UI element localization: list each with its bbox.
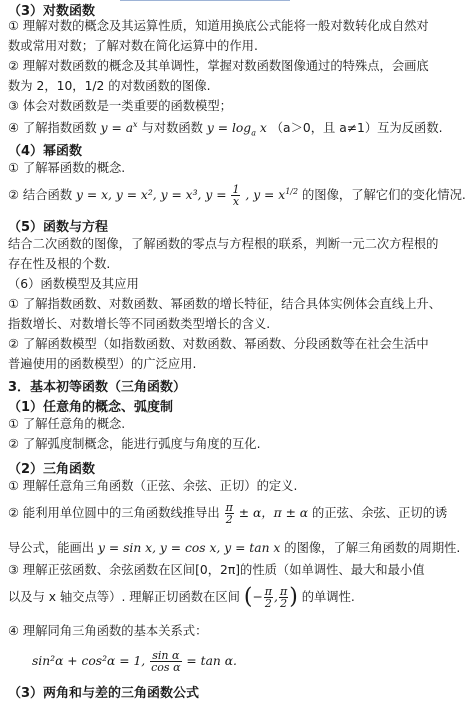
log-item-1a: ① 理解对数的概念及其运算性质，知道用换底公式能将一般对数转化成自然对	[8, 19, 429, 33]
angle-item-1: ① 了解任意角的概念.	[8, 417, 126, 431]
pi-over-2-fraction: $\frac{\pi}{2}$	[225, 501, 233, 526]
trig-item-3b-post: 的单调性.	[301, 590, 355, 604]
interval-left-fraction: $\frac{\pi}{2}$	[264, 585, 273, 610]
trig-angle-formula: ± α，π ± α	[238, 506, 309, 520]
power-item-2	[8, 184, 466, 207]
section-model-title: （6）函数模型及其应用	[8, 277, 139, 291]
model-item-1a: ① 了解指数函数、对数函数、幂函数的增长特征，结合具体实例体会直线上升、	[8, 297, 442, 311]
log-item-2b: 数为 2，10，1/2 的对数函数的图像.	[8, 79, 211, 93]
trig-item-1: ① 理解任意角三角函数（正弦、余弦、正切）的定义.	[8, 479, 298, 493]
trig-item-4: ④ 理解同角三角函数的基本关系式：	[8, 624, 208, 638]
power-functions-formula: y = x, y = x², y = x³, y =	[76, 188, 227, 203]
log-function-formula: $y = \log_a x$	[206, 121, 267, 138]
angle-item-2: ② 了解弧度制概念，能进行弧度与角度的互化.	[8, 437, 261, 451]
trig-item-2b	[8, 540, 460, 556]
model-item-2a: ② 了解函数模型（如指数函数、对数函数、幂函数、分段函数等在社会生活中	[8, 337, 429, 351]
log-item-4-mid: 与对数函数	[141, 121, 203, 136]
section-equation-title: （5）函数与方程	[8, 220, 109, 235]
trig-item-2b-pre: 导公式，能画出	[8, 541, 95, 555]
section-angle-title: （1）任意角的概念、弧度制	[8, 400, 174, 415]
pythagorean-identity: sin²α + cos²α = 1,	[32, 654, 146, 668]
log-item-3: ③ 体会对数函数是一类重要的函数模型；	[8, 99, 232, 113]
identity-formula	[32, 650, 237, 673]
power-item-2-pre: ② 结合函数	[8, 188, 73, 203]
exp-function-formula: $y = a^x$	[100, 120, 138, 136]
section-trigfunc-title: （2）三角函数	[8, 462, 96, 477]
trig-functions-formula: y = sin x, y = cos x, y = tan x	[98, 541, 281, 555]
model-item-2b: 普遍使用的函数模型）的广泛应用.	[8, 357, 197, 371]
tan-identity-result: = tan α.	[186, 654, 237, 668]
section-power-title: （4）幂函数	[8, 144, 83, 159]
power-sqrt-formula: , $y = x^{1/2}$	[245, 187, 299, 203]
equation-line-a: 结合二次函数的图像，了解函数的零点与方程根的联系，判断一元二次方程根的	[8, 237, 439, 251]
trig-item-3b-pre: 以及与 x 轴交点等）. 理解正切函数在区间	[8, 590, 240, 604]
log-item-4-pre: ④ 了解指数函数	[8, 121, 97, 136]
log-item-4-post: （a＞0，且 a≠1）互为反函数.	[270, 121, 443, 136]
tan-identity-fraction: $\frac{\text{sin α}}{\text{cos α}}$	[151, 649, 181, 674]
power-item-1: ① 了解幂函数的概念.	[8, 161, 126, 175]
section-sum-title: （3）两角和与差的三角函数公式	[8, 686, 200, 701]
trig-item-3a: ③ 理解正弦函数、余弦函数在区间[0，2π]的性质（如单调性、最大和最小值	[8, 563, 425, 577]
trig-item-2b-post: 的图像，了解三角函数的周期性.	[284, 541, 461, 555]
section-trig-title: 3．基本初等函数（三角函数）	[8, 380, 187, 395]
equation-line-b: 存在性及根的个数.	[8, 257, 111, 271]
log-item-1b: 数或常用对数；了解对数在简化运算中的作用.	[8, 39, 258, 53]
power-fraction: $\frac{1}{x}$	[232, 183, 240, 209]
trig-item-2a	[8, 502, 447, 525]
power-item-2-post: 的图像，了解它们的变化情况.	[302, 188, 466, 203]
model-item-1b: 指数增长、对数增长等不同函数类型增长的含义.	[8, 317, 271, 331]
trig-item-3b: 以及与 x 轴交点等）. 理解正切函数在区间 (− $\frac{\pi}{2}$ , $\frac{\pi}{2}$ ) 的单调性.	[8, 584, 355, 610]
log-item-4	[8, 117, 443, 142]
log-item-2a: ② 理解对数函数的概念及其单调性，掌握对数函数图像通过的特殊点，会画底	[8, 59, 429, 73]
section-log-title: （3）对数函数	[8, 4, 96, 19]
header-rule	[120, 0, 290, 1]
trig-item-2-pre: ② 能利用单位圆中的三角函数线推导出	[8, 506, 220, 520]
trig-item-2-post: 的正弦、余弦、正切的诱	[312, 506, 448, 520]
interval-right-fraction: $\frac{\pi}{2}$	[279, 585, 288, 610]
